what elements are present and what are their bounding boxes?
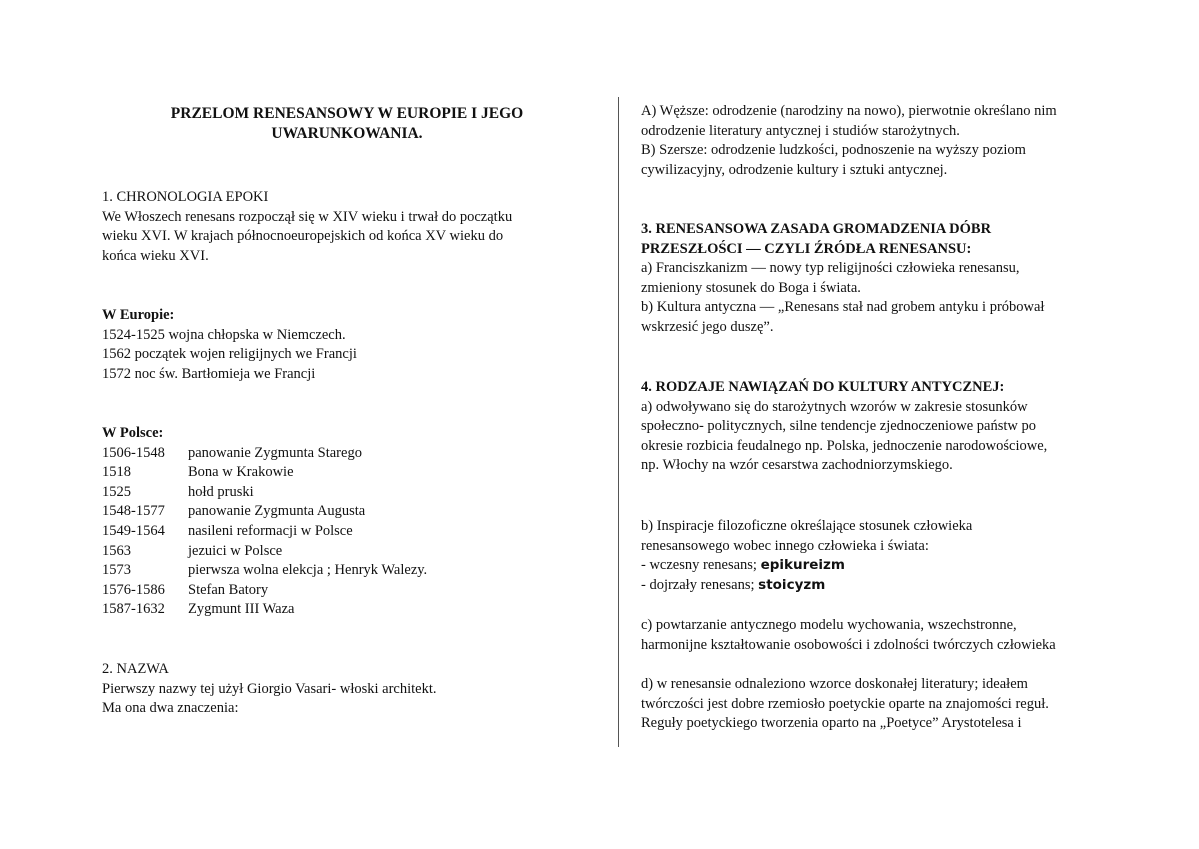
- text-line: zmieniony stosunek do Boga i świata.: [641, 279, 861, 296]
- text-line: b) Inspiracje filozoficzne określające stosunek człowieka: [641, 518, 973, 534]
- text-line: A) Węższe: odrodzenie (narodziny na nowo), pierwotnie określano nim: [641, 103, 1057, 119]
- text-line: twórczości jest dobre rzemiosło poetyckie oparte na znajomości reguł.: [641, 695, 1049, 712]
- text-line: końca wieku XVI.: [102, 247, 209, 264]
- section-antiquity: [641, 378, 1141, 476]
- timeline-year: 1573: [102, 562, 131, 579]
- title-line: UWARUNKOWANIA.: [271, 125, 423, 142]
- timeline-year: 1548-1577: [102, 503, 165, 520]
- timeline-row: [102, 561, 602, 581]
- timeline-row: [102, 542, 602, 562]
- timeline-row: [102, 522, 602, 542]
- text-line: b) Kultura antyczna — „Renesans stał nad grobem antyku i próbował: [641, 299, 1045, 316]
- text-fragment: - wczesny renesans;: [641, 557, 757, 574]
- timeline-year: 1506-1548: [102, 444, 165, 461]
- text-line: harmonijne kształtowanie osobowości i zdolności twórczych człowieka: [641, 636, 1056, 653]
- text-line: We Włoszech renesans rozpoczął się w XIV wieku i trwał do początku: [102, 208, 513, 225]
- section-name: [102, 660, 602, 719]
- section-education: [641, 616, 1141, 655]
- section-philosophy: [641, 517, 1141, 595]
- section-heading: W Europie:: [102, 307, 175, 323]
- text-line: Pierwszy nazwy tej użył Giorgio Vasari- włoski architekt.: [102, 680, 437, 697]
- section-heading: 3. RENESANSOWA ZASADA GROMADZENIA DÓBR: [641, 221, 992, 237]
- text-line: a) odwoływano się do starożytnych wzorów w zakresie stosunków: [641, 398, 1028, 415]
- text-line: 1562 początek wojen religijnych we Francji: [102, 346, 357, 363]
- text-line: Reguły poetyckiego tworzenia oparto na „Poetyce” Arystotelesa i: [641, 715, 1022, 732]
- timeline-row: [102, 600, 602, 620]
- text-line: c) powtarzanie antycznego modelu wychowania, wszechstronne,: [641, 617, 1017, 633]
- timeline-year: 1576-1586: [102, 581, 165, 598]
- timeline-year: 1525: [102, 483, 131, 500]
- timeline-row: [102, 444, 602, 464]
- text-line: np. Włochy na wzór cesarstwa zachodniorzymskiego.: [641, 457, 953, 474]
- section-europe: [102, 306, 602, 384]
- timeline-event: jezuici w Polsce: [188, 542, 283, 559]
- text-line: społeczno- politycznych, silne tendencje zjednoczeniowe państw po: [641, 418, 1036, 435]
- timeline-event: Stefan Batory: [188, 581, 269, 598]
- text-line: 1524-1525 wojna chłopska w Niemczech.: [102, 326, 346, 343]
- text-line: wieku XVI. W krajach północnoeuropejskich od końca XV wieku do: [102, 228, 504, 245]
- section-poland: [102, 424, 602, 620]
- timeline-event: panowanie Zygmunta Augusta: [188, 503, 366, 520]
- timeline-row: [102, 502, 602, 522]
- timeline-row: [102, 581, 602, 601]
- text-line: [641, 556, 1141, 576]
- section-heading: W Polsce:: [102, 425, 164, 441]
- text-line: wskrzesić jego duszę”.: [641, 318, 774, 335]
- title-line: PRZELOM RENESANSOWY W EUROPIE I JEGO: [170, 105, 524, 122]
- section-heading: 2. NAZWA: [102, 661, 169, 677]
- section-heading: 1. CHRONOLOGIA EPOKI: [102, 189, 269, 205]
- text-line: B) Szersze: odrodzenie ludzkości, podnoszenie na wyższy poziom: [641, 142, 1026, 159]
- timeline-row: [102, 483, 602, 503]
- section-heading: 4. RODZAJE NAWIĄZAŃ DO KULTURY ANTYCZNEJ:: [641, 379, 1005, 395]
- bold-term: epikureizm: [760, 557, 845, 574]
- text-line: cywilizacyjny, odrodzenie kultury i sztuki antycznej.: [641, 161, 948, 178]
- timeline-year: 1518: [102, 464, 131, 481]
- text-fragment: - dojrzały renesans;: [641, 576, 755, 593]
- text-line: a) Franciszkanizm — nowy typ religijności człowieka renesansu,: [641, 260, 1020, 277]
- timeline-event: Zygmunt III Waza: [188, 601, 295, 618]
- section-sources: [641, 220, 1141, 338]
- text-line: okresie rozbicia feudalnego np. Polska, jednoczenie narodowościowe,: [641, 437, 1048, 454]
- text-line: [641, 576, 1141, 596]
- section-heading: PRZESZŁOŚCI — CZYLI ŹRÓDŁA RENESANSU:: [641, 240, 972, 257]
- timeline-event: hołd pruski: [188, 483, 254, 500]
- timeline-year: 1587-1632: [102, 601, 165, 618]
- timeline-event: pierwsza wolna elekcja ; Henryk Walezy.: [188, 562, 428, 579]
- timeline-year: 1549-1564: [102, 522, 165, 539]
- timeline-event: Bona w Krakowie: [188, 464, 294, 481]
- column-divider: [618, 97, 619, 747]
- text-line: renesansowego wobec innego człowieka i świata:: [641, 537, 929, 554]
- text-line: d) w renesansie odnaleziono wzorce doskonałej literatury; ideałem: [641, 676, 1028, 692]
- text-line: 1572 noc św. Bartłomieja we Francji: [102, 365, 316, 382]
- section-chronology: [102, 188, 602, 266]
- section-literature: [641, 675, 1141, 734]
- timeline-event: panowanie Zygmunta Starego: [188, 444, 362, 461]
- timeline-row: [102, 463, 602, 483]
- timeline-event: nasileni reformacji w Polsce: [188, 522, 353, 539]
- page-title: [102, 104, 592, 144]
- text-line: odrodzenie literatury antycznej i studiów starożytnych.: [641, 122, 960, 139]
- timeline-year: 1563: [102, 542, 131, 559]
- section-meanings: [641, 102, 1141, 180]
- text-line: Ma ona dwa znaczenia:: [102, 700, 239, 717]
- bold-term: stoicyzm: [758, 576, 826, 593]
